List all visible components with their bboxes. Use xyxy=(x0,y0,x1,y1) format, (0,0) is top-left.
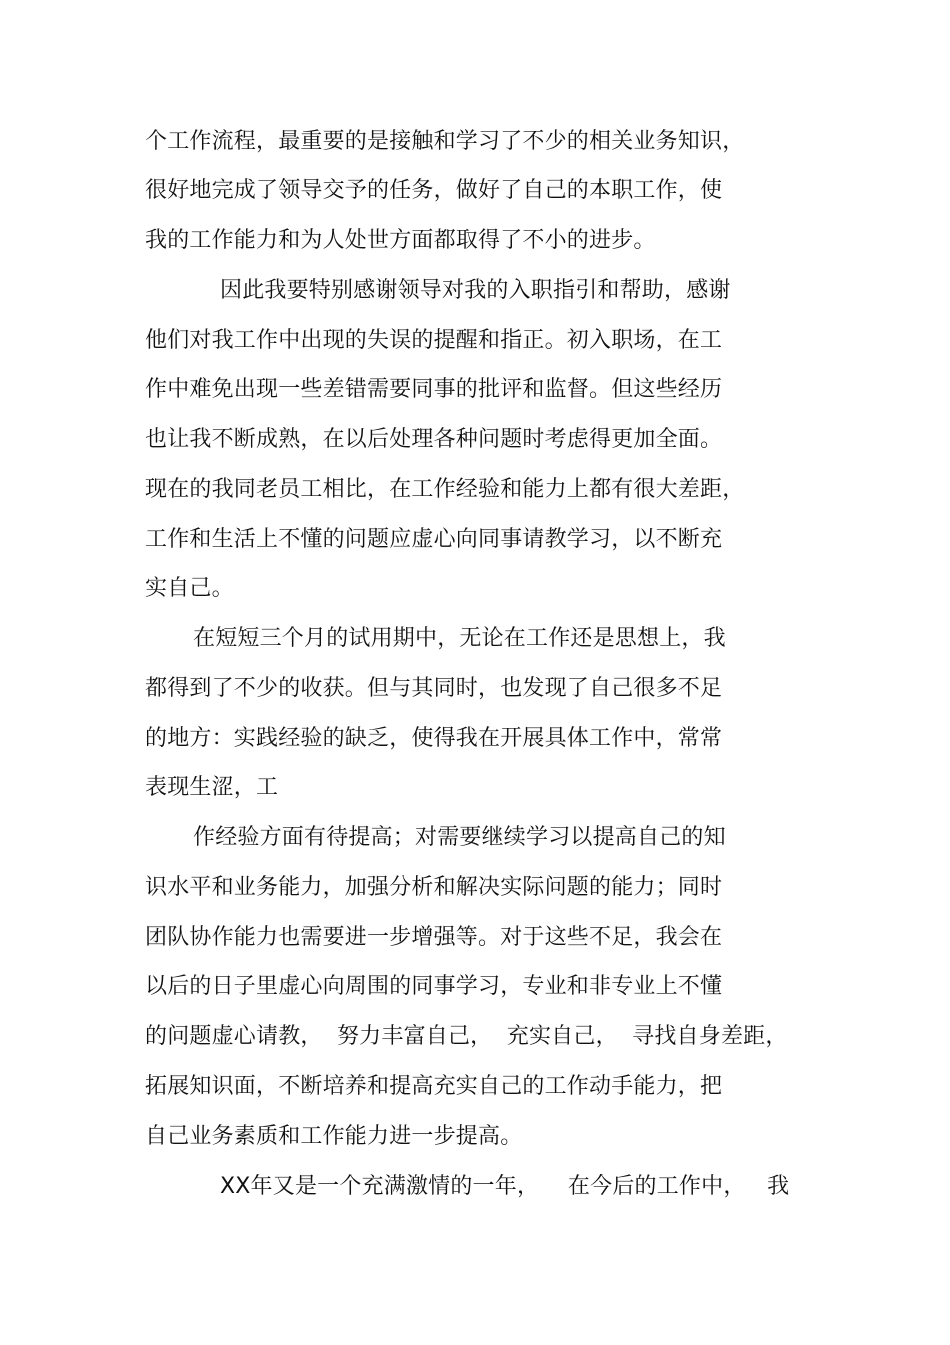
paragraph-line: 的地方：实践经验的缺乏，使得我在开展具体工作中，常常 xyxy=(145,726,723,751)
paragraph-line: 因此我要特别感谢领导对我的入职指引和帮助，感谢 xyxy=(220,278,731,303)
paragraph-line: 也让我不断成熟，在以后处理各种问题时考虑得更加全面。 xyxy=(145,427,723,452)
paragraph-line: 拓展知识面，不断培养和提高充实自己的工作动手能力，把 xyxy=(145,1074,723,1099)
paragraph-line: XX年又是一个充满激情的一年， 在今后的工作中， 我 xyxy=(220,1174,790,1199)
paragraph-line: 很好地完成了领导交予的任务，做好了自己的本职工作，使 xyxy=(145,178,723,203)
paragraph-line: 在短短三个月的试用期中，无论在工作还是思想上，我 xyxy=(193,626,726,651)
paragraph-line: 我的工作能力和为人处世方面都取得了不小的进步。 xyxy=(145,228,656,253)
paragraph-line: 作经验方面有待提高；对需要继续学习以提高自己的知 xyxy=(193,825,726,850)
paragraph-line: 识水平和业务能力，加强分析和解决实际问题的能力；同时 xyxy=(145,875,723,900)
paragraph-line: 他们对我工作中出现的失误的提醒和指正。初入职场，在工 xyxy=(145,328,723,353)
paragraph-line: 作中难免出现一些差错需要同事的批评和监督。但这些经历 xyxy=(145,377,723,402)
paragraph-line: 个工作流程，最重要的是接触和学习了不少的相关业务知识， xyxy=(145,129,745,154)
paragraph-line: 实自己。 xyxy=(145,576,234,601)
paragraph-line: 现在的我同老员工相比，在工作经验和能力上都有很大差距， xyxy=(145,477,745,502)
paragraph-line: 以后的日子里虚心向周围的同事学习，专业和非专业上不懂 xyxy=(145,974,723,999)
paragraph-line: 工作和生活上不懂的问题应虚心向同事请教学习，以不断充 xyxy=(145,527,723,552)
paragraph-line: 表现生涩，工 xyxy=(145,775,279,800)
paragraph-line: 的问题虚心请教， 努力丰富自己， 充实自己， 寻找自身差距， xyxy=(145,1024,788,1049)
paragraph-line: 团队协作能力也需要进一步增强等。对于这些不足，我会在 xyxy=(145,925,723,950)
paragraph-line: 都得到了不少的收获。但与其同时，也发现了自己很多不足 xyxy=(145,676,723,701)
paragraph-line: 自己业务素质和工作能力进一步提高。 xyxy=(145,1124,523,1149)
